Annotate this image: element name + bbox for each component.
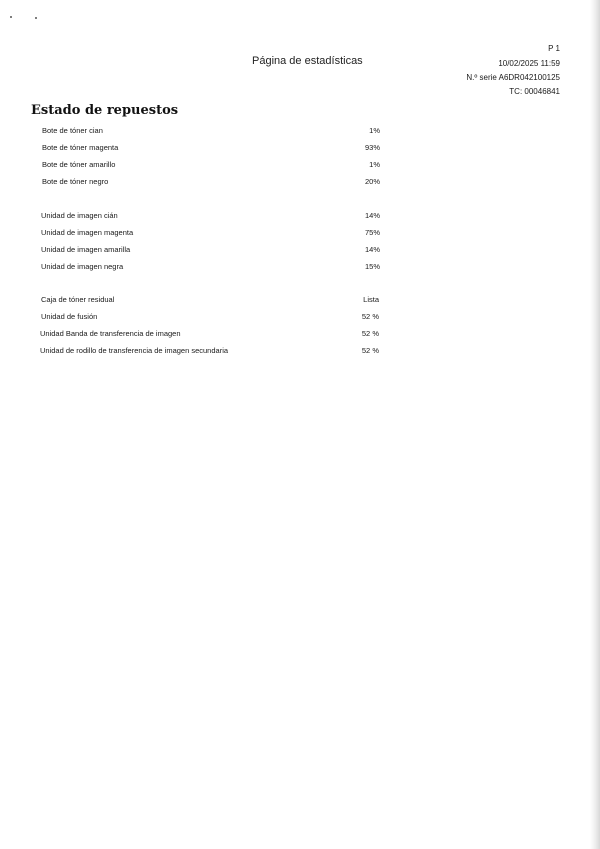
row-label: Bote de tóner cian [42, 126, 103, 135]
row-value: 52 % [361, 329, 379, 338]
row-value: 20% [364, 177, 380, 186]
tc-counter: TC: 00046841 [509, 87, 560, 96]
row-label: Unidad de imagen amarilla [41, 245, 131, 254]
row-label: Bote de tóner negro [42, 177, 109, 186]
scan-speck [10, 16, 12, 18]
row-label: Unidad de imagen cián [41, 211, 118, 220]
scan-speck [35, 17, 37, 19]
page-title: Página de estadísticas [252, 55, 363, 67]
row-label: Unidad de imagen negra [41, 262, 124, 271]
row-value: 14% [364, 245, 380, 254]
row-label: Caja de tóner residual [41, 295, 115, 304]
row-value: 1% [369, 126, 380, 135]
row-label: Bote de tóner magenta [42, 143, 119, 152]
row-value: 93% [364, 143, 380, 152]
row-value: 52 % [361, 312, 379, 321]
row-value: 52 % [361, 346, 379, 355]
row-label: Unidad de rodillo de transferencia de imagen secundaria [40, 346, 229, 355]
section-title: Estado de repuestos [31, 103, 179, 118]
row-value: 14% [364, 211, 380, 220]
row-value: 75% [364, 228, 380, 237]
scan-edge-shadow [590, 0, 600, 849]
report-metadata [466, 57, 560, 99]
report-datetime: 10/02/2025 11:59 [498, 59, 560, 68]
row-label: Unidad Banda de transferencia de imagen [40, 329, 181, 338]
serial-number: N.º serie A6DR042100125 [466, 73, 560, 82]
row-value: 15% [364, 262, 380, 271]
row-label: Bote de tóner amarillo [42, 160, 116, 169]
row-value: 1% [369, 160, 380, 169]
row-label: Unidad de fusión [41, 312, 98, 321]
row-label: Unidad de imagen magenta [41, 228, 134, 237]
row-value: Lista [363, 295, 379, 304]
page-number: P 1 [548, 44, 560, 53]
